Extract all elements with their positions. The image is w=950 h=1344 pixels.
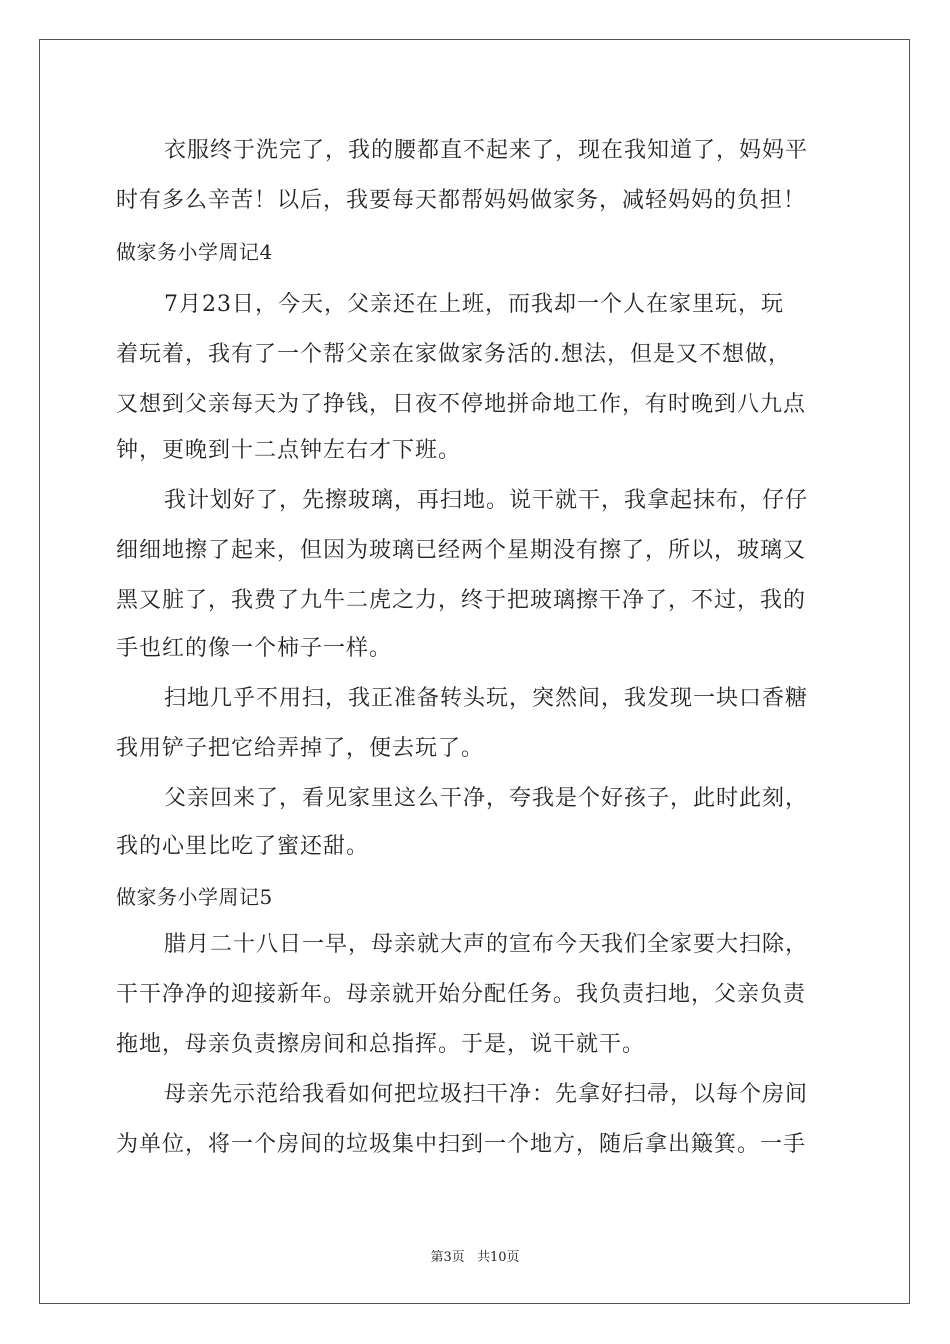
page-number-current: 第3页	[430, 1250, 465, 1265]
page-border	[39, 39, 910, 1304]
page-footer	[0, 1246, 950, 1265]
page-number-total: 共10页	[476, 1250, 520, 1265]
paragraph-line: 我用铲子把它给弄掉了，便去玩了。	[116, 736, 485, 761]
paragraph-line: 为单位，将一个房间的垃圾集中扫到一个地方，随后拿出簸箕。一手	[116, 1132, 807, 1157]
paragraph-line: 父亲回来了，看见家里这么干净，夸我是个好孩子，此时此刻，	[164, 786, 809, 811]
section-heading: 做家务小学周记4	[116, 240, 273, 264]
paragraph-line: 扫地几乎不用扫，我正准备转头玩，突然间，我发现一块口香糖	[164, 686, 809, 711]
paragraph-line: 着玩着，我有了一个帮父亲在家做家务活的.想法，但是又不想做，	[116, 342, 791, 367]
paragraph-line: 衣服终于洗完了，我的腰都直不起来了，现在我知道了，妈妈平	[164, 138, 809, 163]
paragraph-line: 钟，更晚到十二点钟左右才下班。	[116, 438, 462, 463]
paragraph-line: 拖地，母亲负责擦房间和总指挥。于是，说干就干。	[116, 1032, 646, 1057]
paragraph-line: 我的心里比吃了蜜还甜。	[116, 834, 370, 859]
paragraph-line: 我计划好了，先擦玻璃，再扫地。说干就干，我拿起抹布，仔仔	[164, 488, 809, 513]
paragraph-line: 又想到父亲每天为了挣钱，日夜不停地拼命地工作，有时晚到八九点	[116, 392, 807, 417]
paragraph-line: 7月23日，今天，父亲还在上班，而我却一个人在家里玩，玩	[164, 292, 784, 317]
section-heading: 做家务小学周记5	[116, 885, 273, 909]
paragraph-line: 手也红的像一个柿子一样。	[116, 636, 393, 661]
paragraph-line: 腊月二十八日一早，母亲就大声的宣布今天我们全家要大扫除，	[164, 932, 809, 957]
paragraph-line: 母亲先示范给我看如何把垃圾扫干净：先拿好扫帚，以每个房间	[164, 1082, 809, 1107]
paragraph-line: 黑又脏了，我费了九牛二虎之力，终于把玻璃擦干净了，不过，我的	[116, 588, 807, 613]
paragraph-line: 干干净净的迎接新年。母亲就开始分配任务。我负责扫地，父亲负责	[116, 982, 807, 1007]
paragraph-line: 时有多么辛苦！以后，我要每天都帮妈妈做家务，减轻妈妈的负担！	[116, 188, 807, 213]
paragraph-line: 细细地擦了起来，但因为玻璃已经两个星期没有擦了，所以，玻璃又	[116, 538, 807, 563]
